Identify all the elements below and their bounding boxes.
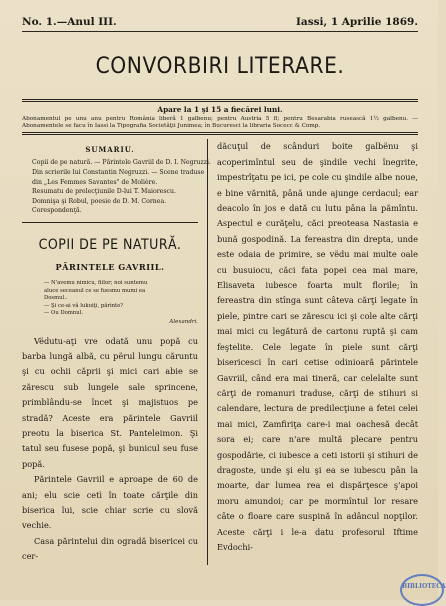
two-column-body bbox=[22, 139, 418, 564]
right-column bbox=[208, 139, 418, 564]
epigraph-author: Alexandri. bbox=[169, 318, 198, 325]
epigraph-line: Dosmul.. bbox=[44, 295, 68, 302]
issue-header bbox=[22, 16, 418, 28]
library-stamp bbox=[400, 574, 444, 606]
summary-item: Domnişa şi Robul, poesie de D. M. Cornea. bbox=[32, 197, 167, 205]
summary-item: din „Les Femmes Savantes" de Molière. bbox=[32, 178, 158, 186]
summary-list bbox=[22, 158, 212, 216]
issue-number: No. 1.—Anul III. bbox=[22, 16, 117, 28]
masthead-rule bbox=[22, 99, 418, 102]
left-column bbox=[22, 139, 212, 564]
paragraph: dăcuţul de scânduri boite galbënu şi acoperimîntul seu de şindile vechi înegrite, impestrîţatu pe ici, pe cole cu şindile albe noue, e bine vărnită, până unde ajunge cerdacul; ear deacolo în jos e dată cu lutu pâna la pămîntu. Aspectul e curăţelu, căci preoteasa Nastasia e bună gospodină. La fereastra din drepta, unde este odaia de primire, se vëdu mai multe oale cu busuiocu, căci fata popei cea mai mare, Elisaveta iubesce foarta mult florile; în fereastra din stînga sunt câteva cărţi legate în piele, pintre cari se zărescu ici şi cole alte cărţi mai mici cu legătură de cartonu ruptă şi cam feştelite. Cele legate în piele sunt cărţi bisericesci în cari cetise odinioară părintele Gavriil, când era mai tineră, car celelalte sunt cărţi de romanuri traduse, cărţi de stihuri si calendare, lectura de predilecţiune a fetei celei mai mici, Zamfiriţa care-i mai oachesă decât sora ei; care n'are multă plecare pentru gospodărie, ci iubesce a ceti istorii şi stihuri de dragoste, unde şi elu şi ea se iubescu pân la moarte, dar lumea rea ei dispărţesce ş'apoi moru amundoi; car pe mormîntul lor resare câte o floare care suspină în adâncul nopţilor. Aceste cărţi i le-a datu profesorul Iftime Evdochi- bbox=[217, 141, 418, 552]
epigraph-line: — N'avemu nimicu, fiilor; noi suntemu bbox=[44, 279, 148, 286]
header-rule bbox=[22, 31, 418, 32]
summary-heading: SUMARIU. bbox=[85, 145, 135, 155]
subscription-info bbox=[22, 116, 418, 130]
paragraph: Vëdutu-aţi vre odată unu popă cu barba lungă albă, cu përul lungu căruntu şi cu ochii căprii şi mici cari abie se zărescu sub lungele sale sprincene, primblându-se încet şi majistuos pe stradă? Aceste era părintele Gavriil preotu la biserica St. Panteleimon. Şi tatul seu fusese popă, şi bunicul seu fuse popă. bbox=[22, 335, 198, 469]
article-text-right bbox=[217, 139, 418, 555]
summary-rule bbox=[22, 222, 198, 223]
paragraph: Părintele Gavriil e aproape de 60 de ani; elu scie cetì în toate cărţile din biserica lui, scie chiar scrie cu slovă vechie. bbox=[22, 474, 198, 531]
subscription-rule bbox=[22, 132, 418, 135]
subscription-line-1: Abonamentul pe unu anu pentru România liberă 1 galbenu; pentru Austria 5 fl; pentru Besarabia rusească 1½ galbenu. bbox=[22, 116, 409, 122]
epigraph-line: — Ou Domnul. bbox=[44, 310, 84, 317]
stamp-label: BIBLIOTECA bbox=[402, 583, 446, 590]
article-subtitle: PĂRINTELE GAVRIIL. bbox=[55, 261, 165, 272]
epigraph bbox=[44, 280, 198, 327]
paragraph: Casa părintelui din ogradă bisericei cu cer- bbox=[22, 535, 198, 562]
place-date: Iassi, 1 Aprilie 1869. bbox=[295, 16, 418, 28]
summary-item: Corespondenţă. bbox=[32, 207, 82, 215]
epigraph-line: — Şi ce-ai vă lukuiţi, părinte? bbox=[44, 302, 124, 309]
article-title: COPII DE PE NATURĂ. bbox=[38, 236, 182, 253]
subscription-line-2: — Abonamentele se facu în Iassi la Tipografia Societăţii Junimea; în Bucuresci la libraria Socecc & Comp. bbox=[22, 116, 418, 130]
article-text-left bbox=[22, 334, 198, 565]
appearance-note: Apare la 1 şi 15 a fiecărei luni. bbox=[157, 105, 283, 114]
epigraph-line: aluce seceanul ce se fuesmu mumi ea bbox=[44, 287, 146, 294]
summary-item: Copii de pe natură. — Părintele Gavriil de D. I. Negruzzi. bbox=[32, 159, 212, 167]
summary-item: Resumatu de prelecţiunile D-lui T. Maiorescu. bbox=[32, 188, 176, 196]
summary-item: Din scrierile lui Constantin Negruzzi. — Scene traduse bbox=[32, 169, 205, 176]
masthead-title: CONVORBIRI LITERARE. bbox=[95, 54, 345, 79]
